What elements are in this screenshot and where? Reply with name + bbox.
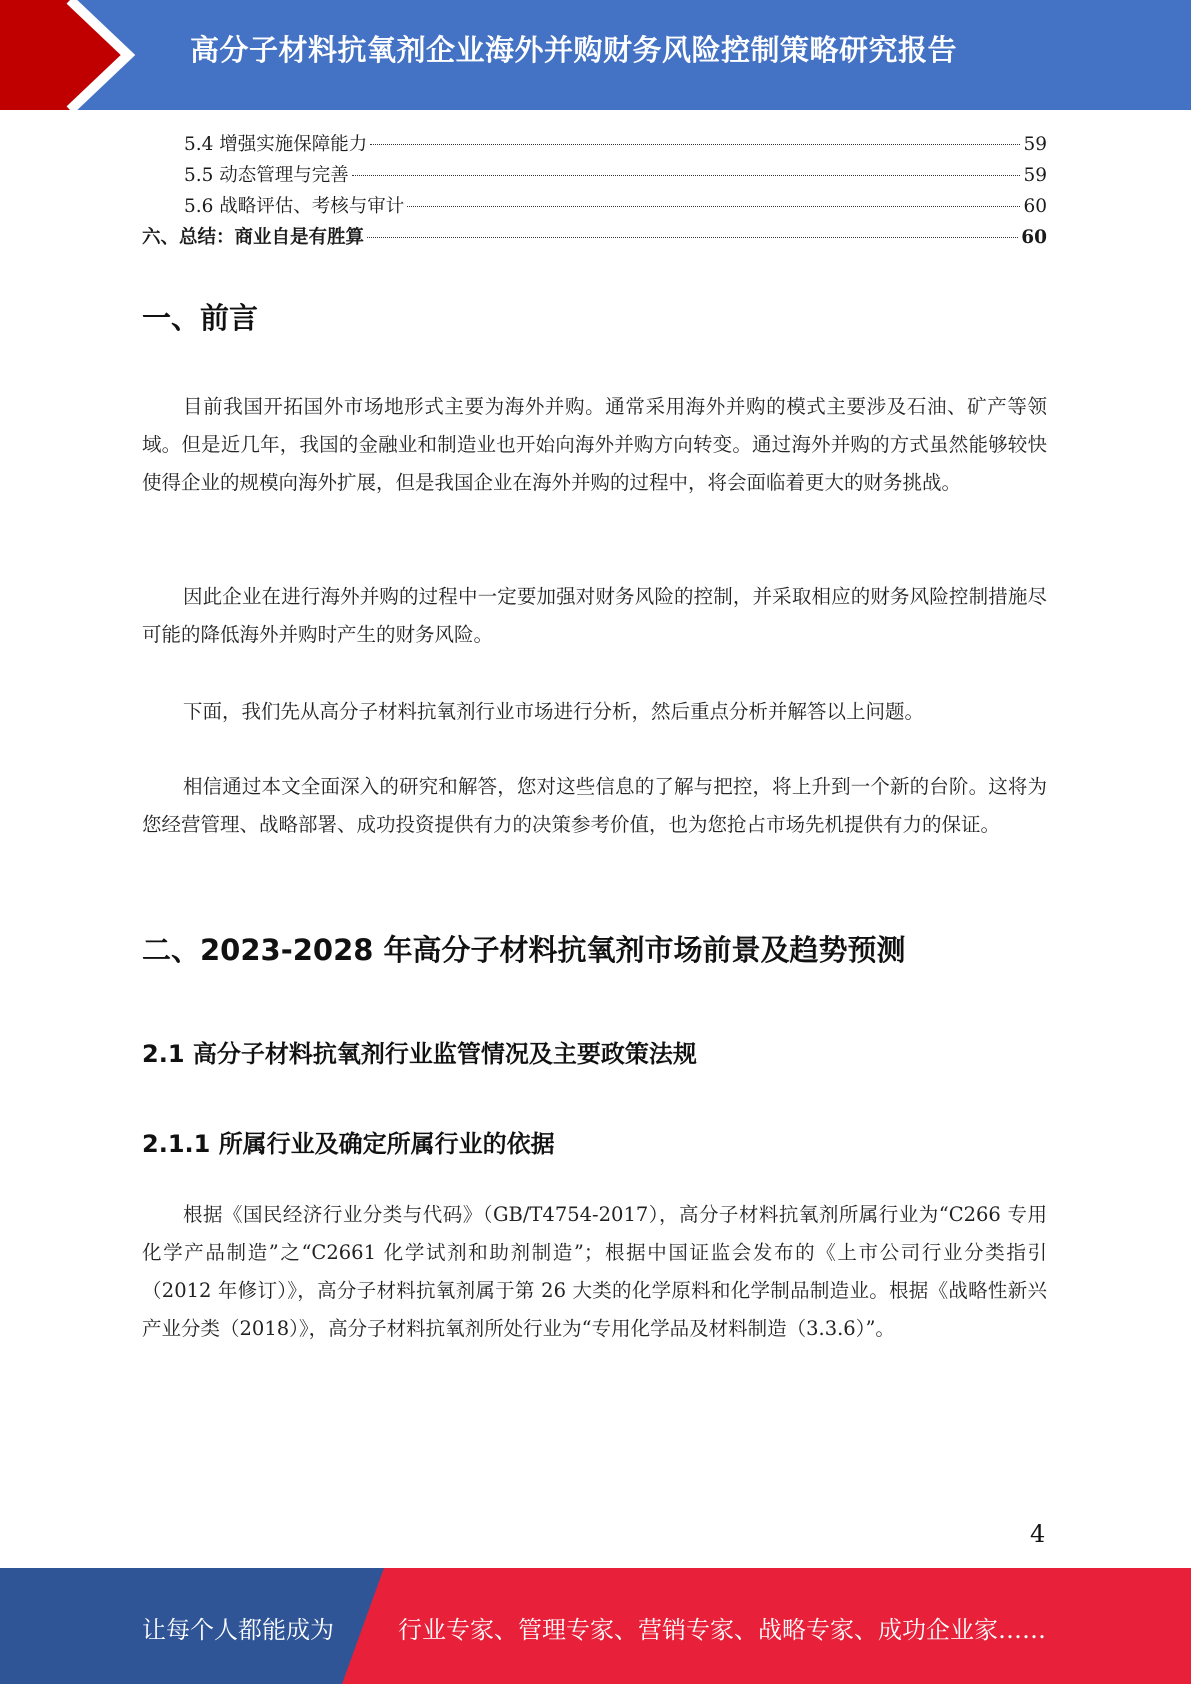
toc-entry-page: 60 [1021,227,1047,248]
section-2-1-heading: 2.1 高分子材料抗氧剂行业监管情况及主要政策法规 [142,1040,697,1068]
preface-paragraph-1: 目前我国开拓国外市场地形式主要为海外并购。通常采用海外并购的模式主要涉及石油、矿产等领域。但是近几年，我国的金融业和制造业也开始向海外并购方向转变。通过海外并购的方式虽然能够较快使得企业的规模向海外扩展，但是我国企业在海外并购的过程中，将会面临着更大的财务挑战。 [142,395,1047,494]
toc-entry-label: 六、总结：商业自是有胜算 [142,227,365,248]
preface-heading: 一、前言 [142,301,259,335]
toc-leader-dots [370,144,1020,145]
toc-entry[interactable] [142,192,1047,223]
toc-entry-page: 59 [1023,134,1047,155]
toc-entry[interactable] [142,130,1047,161]
table-of-contents [142,130,1047,254]
page-number: 4 [1030,1520,1046,1548]
toc-entry[interactable] [142,161,1047,192]
toc-entry-page: 60 [1023,196,1047,217]
preface-paragraph-2: 因此企业在进行海外并购的过程中一定要加强对财务风险的控制，并采取相应的财务风险控制措施尽可能的降低海外并购时产生的财务风险。 [142,585,1047,646]
toc-entry-page: 59 [1023,165,1047,186]
report-title: 高分子材料抗氧剂企业海外并购财务风险控制策略研究报告 [190,33,958,67]
toc-leader-dots [407,206,1020,207]
header-arrow-decoration [0,0,160,110]
page-header [0,0,1191,110]
toc-entry-label: 5.5 动态管理与完善 [184,165,349,186]
chapter-2-heading: 二、2023-2028 年高分子材料抗氧剂市场前景及趋势预测 [142,933,906,967]
toc-leader-dots [367,237,1018,238]
toc-leader-dots [352,175,1021,176]
section-2-1-1-heading: 2.1.1 所属行业及确定所属行业的依据 [142,1130,555,1158]
footer-slogan-left: 让每个人都能成为 [142,1616,334,1644]
footer-slogan-right: 行业专家、管理专家、营销专家、战略专家、成功企业家…… [398,1616,1046,1644]
preface-paragraph-4: 相信通过本文全面深入的研究和解答，您对这些信息的了解与把控，将上升到一个新的台阶。这将为您经营管理、战略部署、成功投资提供有力的决策参考价值，也为您抢占市场先机提供有力的保证。 [142,775,1047,836]
toc-entry[interactable] [142,223,1047,254]
preface-paragraph-3: 下面，我们先从高分子材料抗氧剂行业市场进行分析，然后重点分析并解答以上问题。 [183,700,925,723]
toc-entry-label: 5.4 增强实施保障能力 [184,134,368,155]
toc-entry-label: 5.6 战略评估、考核与审计 [184,196,405,217]
page-footer [0,1568,1191,1684]
section-2-1-1-paragraph: 根据《国民经济行业分类与代码》（GB/T4754-2017），高分子材料抗氧剂所属行业为“C266 专用化学产品制造”之“C2661 化学试剂和助剂制造”；根据中国证监会发布的《上市公司行业分类指引（2012 年修订）》，高分子材料抗氧剂属于第 26 大类的化学原料和化学制品制造业。根据《战略性新兴产业分类（2018）》，高分子材料抗氧剂所处行业为“专用化学品及材料制造（3.3.6）”。 [142,1203,1047,1340]
